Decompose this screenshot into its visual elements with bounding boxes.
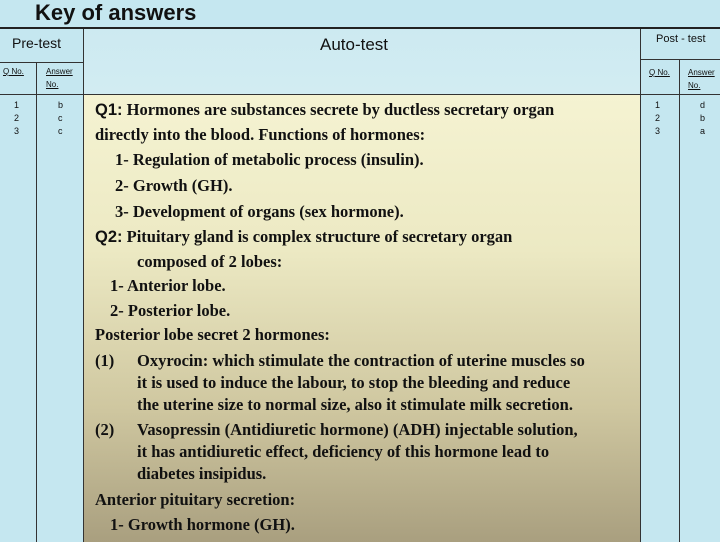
auto-test-content bbox=[95, 98, 632, 538]
auto-test-content-wrap bbox=[83, 94, 640, 542]
q1-text: Hormones are substances secrete by ductless secretary organ bbox=[126, 100, 555, 119]
hormone-2-number: (2) bbox=[95, 419, 115, 439]
q1-item: 3- Development of organs (sex hormone). bbox=[115, 202, 404, 221]
q1-label: Q1: bbox=[95, 101, 123, 119]
q2-label: Q2: bbox=[95, 228, 123, 246]
post-answer-list bbox=[700, 99, 705, 138]
divider bbox=[640, 59, 720, 60]
post-q-item: 2 bbox=[655, 113, 661, 123]
pre-q-label: Q No. bbox=[3, 67, 24, 76]
q1-item: 1- Regulation of metabolic process (insulin). bbox=[115, 150, 424, 169]
lobe-item: 1- Anterior lobe. bbox=[110, 276, 226, 295]
post-answer-item: a bbox=[700, 126, 706, 136]
post-answer-item: b bbox=[700, 113, 706, 123]
divider bbox=[36, 63, 37, 542]
pre-q-item: 1 bbox=[14, 100, 20, 110]
q2-text: Pituitary gland is complex structure of secretary organ bbox=[126, 227, 513, 246]
pre-answer-item: b bbox=[58, 100, 64, 110]
post-answer-item: d bbox=[700, 100, 706, 110]
anterior-heading: Anterior pituitary secretion: bbox=[95, 489, 296, 509]
hormone-2-text bbox=[137, 419, 578, 485]
pre-answer-item: c bbox=[58, 126, 63, 136]
answer-key-table bbox=[0, 27, 720, 542]
divider bbox=[640, 29, 641, 542]
q1-text-2: directly into the blood. Functions of hormones: bbox=[95, 124, 426, 144]
q1-item: 2- Growth (GH). bbox=[115, 176, 233, 195]
auto-test-heading: Auto-test bbox=[320, 35, 389, 54]
lobe-item: 2- Posterior lobe. bbox=[110, 300, 231, 320]
divider bbox=[679, 60, 680, 542]
pre-answer-item: c bbox=[58, 113, 63, 123]
post-q-item: 1 bbox=[655, 100, 661, 110]
page-title: Key of answers bbox=[35, 0, 197, 25]
q1-line bbox=[95, 98, 632, 123]
pre-q-item: 3 bbox=[14, 126, 20, 136]
hormone-2 bbox=[95, 419, 632, 485]
post-q-list bbox=[655, 99, 660, 138]
post-q-label: Q No. bbox=[649, 68, 670, 77]
hormone-1-line: it is used to induce the labour, to stop the bleeding and reduce bbox=[137, 372, 571, 392]
hormone-1 bbox=[95, 350, 632, 416]
divider bbox=[0, 62, 83, 63]
post-test-heading: Post - test bbox=[656, 33, 706, 45]
q2-line bbox=[95, 225, 632, 250]
pre-test-heading: Pre-test bbox=[12, 35, 62, 51]
pre-q-list bbox=[14, 99, 19, 138]
posterior-heading: Posterior lobe secret 2 hormones: bbox=[95, 325, 330, 344]
hormone-1-line: Oxyrocin: which stimulate the contraction of uterine muscles so bbox=[137, 350, 585, 370]
hormone-1-number: (1) bbox=[95, 350, 115, 370]
hormone-1-text bbox=[137, 350, 585, 416]
post-q-item: 3 bbox=[655, 126, 661, 136]
pre-answer-list bbox=[58, 99, 63, 138]
hormone-2-line: it has antidiuretic effect, deficiency of this hormone lead to bbox=[137, 441, 550, 461]
hormone-2-line: Vasopressin (Antidiuretic hormone) (ADH) injectable solution, bbox=[137, 419, 578, 439]
pre-answer-label: Answer No. bbox=[46, 67, 73, 89]
q2-text-2: composed of 2 lobes: bbox=[137, 251, 283, 271]
post-answer-label: Answer No. bbox=[688, 68, 715, 90]
hormone-1-line: the uterine size to normal size, also it stimulate milk secretion. bbox=[137, 394, 573, 414]
anterior-item: 1- Growth hormone (GH). bbox=[110, 515, 295, 534]
hormone-2-line: diabetes insipidus. bbox=[137, 463, 267, 483]
pre-q-item: 2 bbox=[14, 113, 20, 123]
